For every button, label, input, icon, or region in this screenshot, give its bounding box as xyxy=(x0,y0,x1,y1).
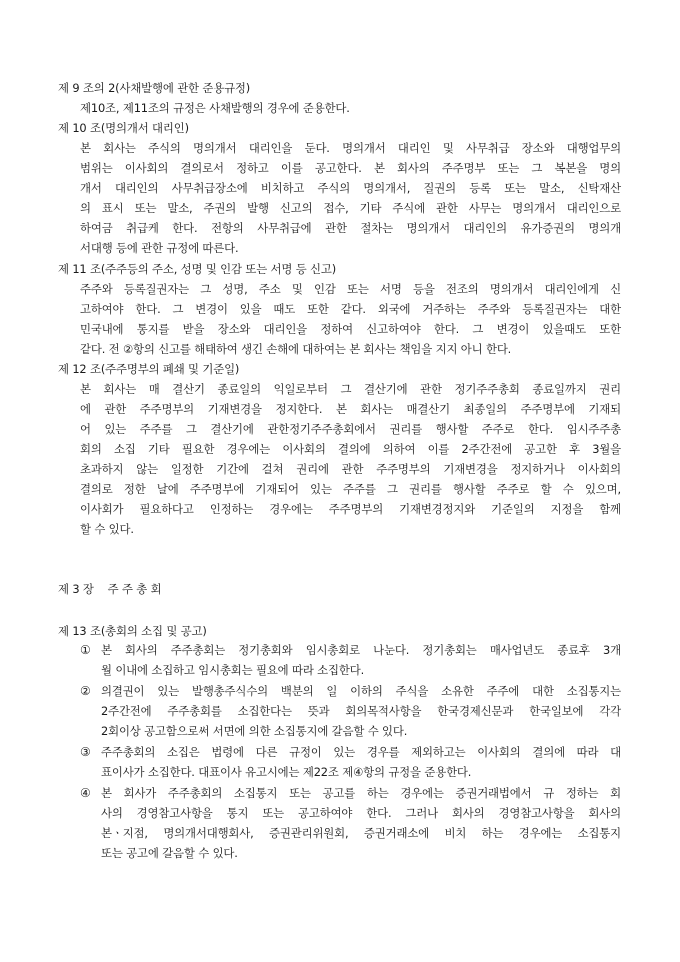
chapter-3-heading: 제 3 장 주 주 총 회 xyxy=(58,582,162,596)
item-marker: ① xyxy=(80,643,91,657)
article-11-heading: 제 11 조(주주등의 주소, 성명 및 인감 또는 서명 등 신고) xyxy=(58,262,337,276)
article-12-line: 초과하지 않는 일정한 기간에 걸쳐 권리에 관한 주주명부의 기재변경을 정지하거나 이사회의 xyxy=(80,462,621,476)
article-12-line: 회의 소집 기타 필요한 경우에는 이사회의 결의에 의하여 이를 2주간전에 공고한 후 3월을 xyxy=(80,442,621,456)
article-13-heading: 제 13 조(총회의 소집 및 공고) xyxy=(58,624,207,638)
article-13-item-2-line: 2회이상 공고함으로써 서면에 의한 소집통지에 갈음할 수 있다. xyxy=(101,724,408,738)
article-10-line: 서대행 등에 관한 규정에 따른다. xyxy=(80,241,239,255)
article-13-item-2-line: 의결권이 있는 발행총주식수의 백분의 일 이하의 주식을 소유한 주주에 대한 소집통지는 xyxy=(101,684,621,698)
article-10-heading: 제 10 조(명의개서 대리인) xyxy=(58,121,189,135)
article-12-line: 이사회가 필요하다고 인정하는 경우에는 주주명부의 기재변경정지와 기준일의 지정을 함께 xyxy=(80,502,621,516)
article-13-item-1-line: 월 이내에 소집하고 임시총회는 필요에 따라 소집한다. xyxy=(101,663,365,677)
article-9-2-text: 제10조, 제11조의 규정은 사채발행의 경우에 준용한다. xyxy=(80,101,350,115)
article-10-line: 하여금 취급케 한다. 전항의 사무취급에 관한 절차는 명의개서 대리인의 유가증권의 명의개 xyxy=(80,221,621,235)
article-13-item-4-line: 본 회사가 주주총회의 소집통지 또는 공고를 하는 경우에는 증권거래법에서 규 정하는 회 xyxy=(101,786,621,800)
article-12-line: 결의로 정한 날에 주주명부에 기재되어 있는 주주를 그 권리를 행사할 주주로 할 수 있으며, xyxy=(80,482,621,496)
article-13-item-2-line: 2주간전에 주주총회를 소집한다는 뜻과 회의목적사항을 한국경제신문과 한국일보에 각각 xyxy=(101,704,621,718)
article-13-item-1-line: 본 회사의 주주총회는 정기총회와 임시총회로 나눈다. 정기총회는 매사업년도 종료후 3개 xyxy=(101,643,621,657)
article-12-line: 에 관한 주주명부의 기재변경을 정지한다. 본 회사는 매결산기 최종일의 주주명부에 기재되 xyxy=(80,402,621,416)
article-13-item-4-line: 본ㆍ지점, 명의개서대행회사, 증권관리위원회, 증권거래소에 비치 하는 경우에는 소집통지 xyxy=(101,826,621,840)
article-12-heading: 제 12 조(주주명부의 폐쇄 및 기준일) xyxy=(58,362,240,376)
article-10-line: 본 회사는 주식의 명의개서 대리인을 둔다. 명의개서 대리인 및 사무취급 장소와 대행업무의 xyxy=(80,141,621,155)
article-12-line: 본 회사는 매 결산기 종료일의 익일로부터 그 결산기에 관한 정기주주총회 종료일까지 권리 xyxy=(80,382,621,396)
article-12-line: 할 수 있다. xyxy=(80,522,134,536)
article-13-item-4-line: 사의 경영참고사항을 통지 또는 공고하여야 한다. 그러나 회사의 경영참고사항을 회사의 xyxy=(101,806,621,820)
article-13-item-4-line: 또는 공고에 갈음할 수 있다. xyxy=(101,846,238,860)
article-11-line: 민국내에 통지를 받을 장소와 대리인을 정하여 신고하여야 한다. 그 변경이 있을때도 또한 xyxy=(80,322,621,336)
item-marker: ② xyxy=(80,684,91,698)
article-10-line: 의 표시 또는 말소, 주권의 발행 신고의 접수, 기타 주식에 관한 사무는 명의개서 대리인으로 xyxy=(80,201,621,215)
article-11-line: 주주와 등록질권자는 그 성명, 주소 및 인감 또는 서명 등을 전조의 명의개서 대리인에게 신 xyxy=(80,282,621,296)
article-13-item-3-line: 표이사가 소집한다. 대표이사 유고시에는 제22조 제④항의 규정을 준용한다. xyxy=(101,765,472,779)
item-marker: ③ xyxy=(80,745,91,759)
article-13-item-3-line: 주주총회의 소집은 법령에 다른 규정이 있는 경우를 제외하고는 이사회의 결의에 따라 대 xyxy=(101,745,621,759)
article-9-2-heading: 제 9 조의 2(사채발행에 관한 준용규정) xyxy=(58,81,251,95)
article-11-line: 고하여야 한다. 그 변경이 있을 때도 또한 같다. 외국에 거주하는 주주와 등록질권자는 대한 xyxy=(80,302,621,316)
article-10-line: 범위는 이사회의 결의로서 정하고 이를 공고한다. 본 회사의 주주명부 또는 그 복본을 명의 xyxy=(80,161,621,175)
item-marker: ④ xyxy=(80,786,91,800)
article-12-line: 어 있는 주주를 그 결산기에 관한정기주주총회에서 권리를 행사할 주주로 한다. 임시주주총 xyxy=(80,422,621,436)
article-10-line: 개서 대리인의 사무취급장소에 비치하고 주식의 명의개서, 질권의 등록 또는 말소, 신탁재산 xyxy=(80,181,621,195)
article-11-line: 같다. 전 ②항의 신고를 해태하여 생긴 손해에 대하여는 본 회사는 책임을 지지 아니 한다. xyxy=(80,342,512,356)
